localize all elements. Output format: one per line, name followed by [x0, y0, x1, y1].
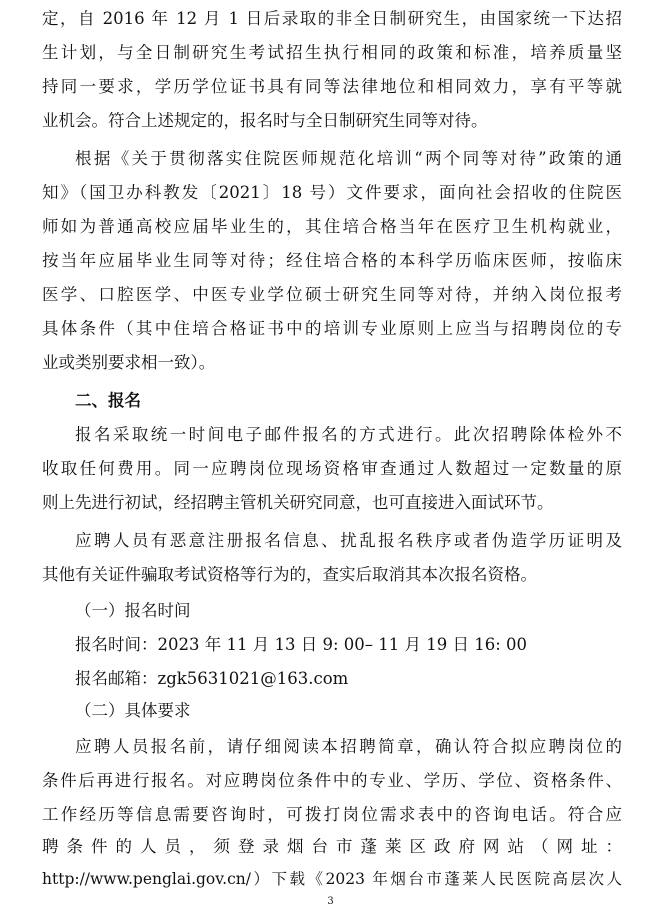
- text-line: 聘 条 件 的 人 员 ， 须 登 录 烟 台 市 蓬 莱 区 政 府 网 站 （ 网 址 ：: [42, 837, 622, 856]
- text-line: 应聘人员报名前，请仔细阅读本招聘简章，确认符合拟应聘岗位的: [75, 737, 622, 756]
- registration-email: 报名邮箱：zgk5631021@163.com: [75, 669, 349, 688]
- text-line: 报名采取统一时间电子邮件报名的方式进行。此次招聘除体检外不: [75, 425, 622, 444]
- text-line: 条件后再进行报名。对应聘岗位条件中的专业、学历、学位、资格条件、: [42, 771, 622, 790]
- registration-time: 报名时间：2023 年 11 月 13 日 9: 00– 11 月 19 日 16: 00: [75, 635, 528, 654]
- text-line: 业或类别要求相一致）。: [42, 353, 216, 372]
- text-line: 医学、口腔医学、中医专业学位硕士研究生同等对待，并纳入岗位报考: [42, 285, 622, 304]
- text-line: 持同一要求，学历学位证书具有同等法律地位和相同效力，享有平等就: [42, 77, 622, 96]
- text-line: 应聘人员有恶意注册报名信息、扰乱报名秩序或者伪造学历证明及: [75, 531, 622, 550]
- text-line: 按当年应届毕业生同等对待；经住培合格的本科学历临床医师，按临床: [42, 251, 622, 270]
- section-heading: 二、报名: [75, 391, 141, 410]
- text-line: 定，自 2016 年 12 月 1 日后录取的非全日制研究生，由国家统一下达招: [42, 9, 622, 28]
- text-line: http://www.penglai.gov.cn/）下载《2023 年烟台市蓬莱人民医院高层次人: [42, 870, 622, 888]
- text-line: 收取任何费用。同一应聘岗位现场资格审查通过人数超过一定数量的原: [42, 459, 622, 478]
- subsection-heading: （一）报名时间: [75, 601, 191, 620]
- text-line: 师如为普通高校应届毕业生的，其住培合格当年在医疗卫生机构就业，: [42, 217, 622, 236]
- subsection-heading: （二）具体要求: [75, 701, 191, 720]
- page-number: 3: [327, 896, 334, 907]
- text-line: 则上先进行初试，经招聘主管机关研究同意，也可直接进入面试环节。: [42, 493, 554, 512]
- text-line: 工作经历等信息需要咨询时，可拨打岗位需求表中的咨询电话。符合应: [42, 805, 622, 824]
- text-line: 业机会。符合上述规定的，报名时与全日制研究生同等对待。: [42, 111, 488, 130]
- text-line: 知》（国卫办科教发〔2021〕18 号）文件要求，面向社会招收的住院医: [42, 183, 622, 202]
- text-line: 其他有关证件骗取考试资格等行为的，查实后取消其本次报名资格。: [42, 565, 537, 584]
- text-line: 根据《关于贯彻落实住院医师规范化培训“两个同等对待”政策的通: [75, 149, 622, 168]
- text-line: 生计划，与全日制研究生考试招生执行相同的政策和标准，培养质量坚: [42, 43, 622, 62]
- text-line: 具体条件（其中住培合格证书中的培训专业原则上应当与招聘岗位的专: [42, 319, 622, 338]
